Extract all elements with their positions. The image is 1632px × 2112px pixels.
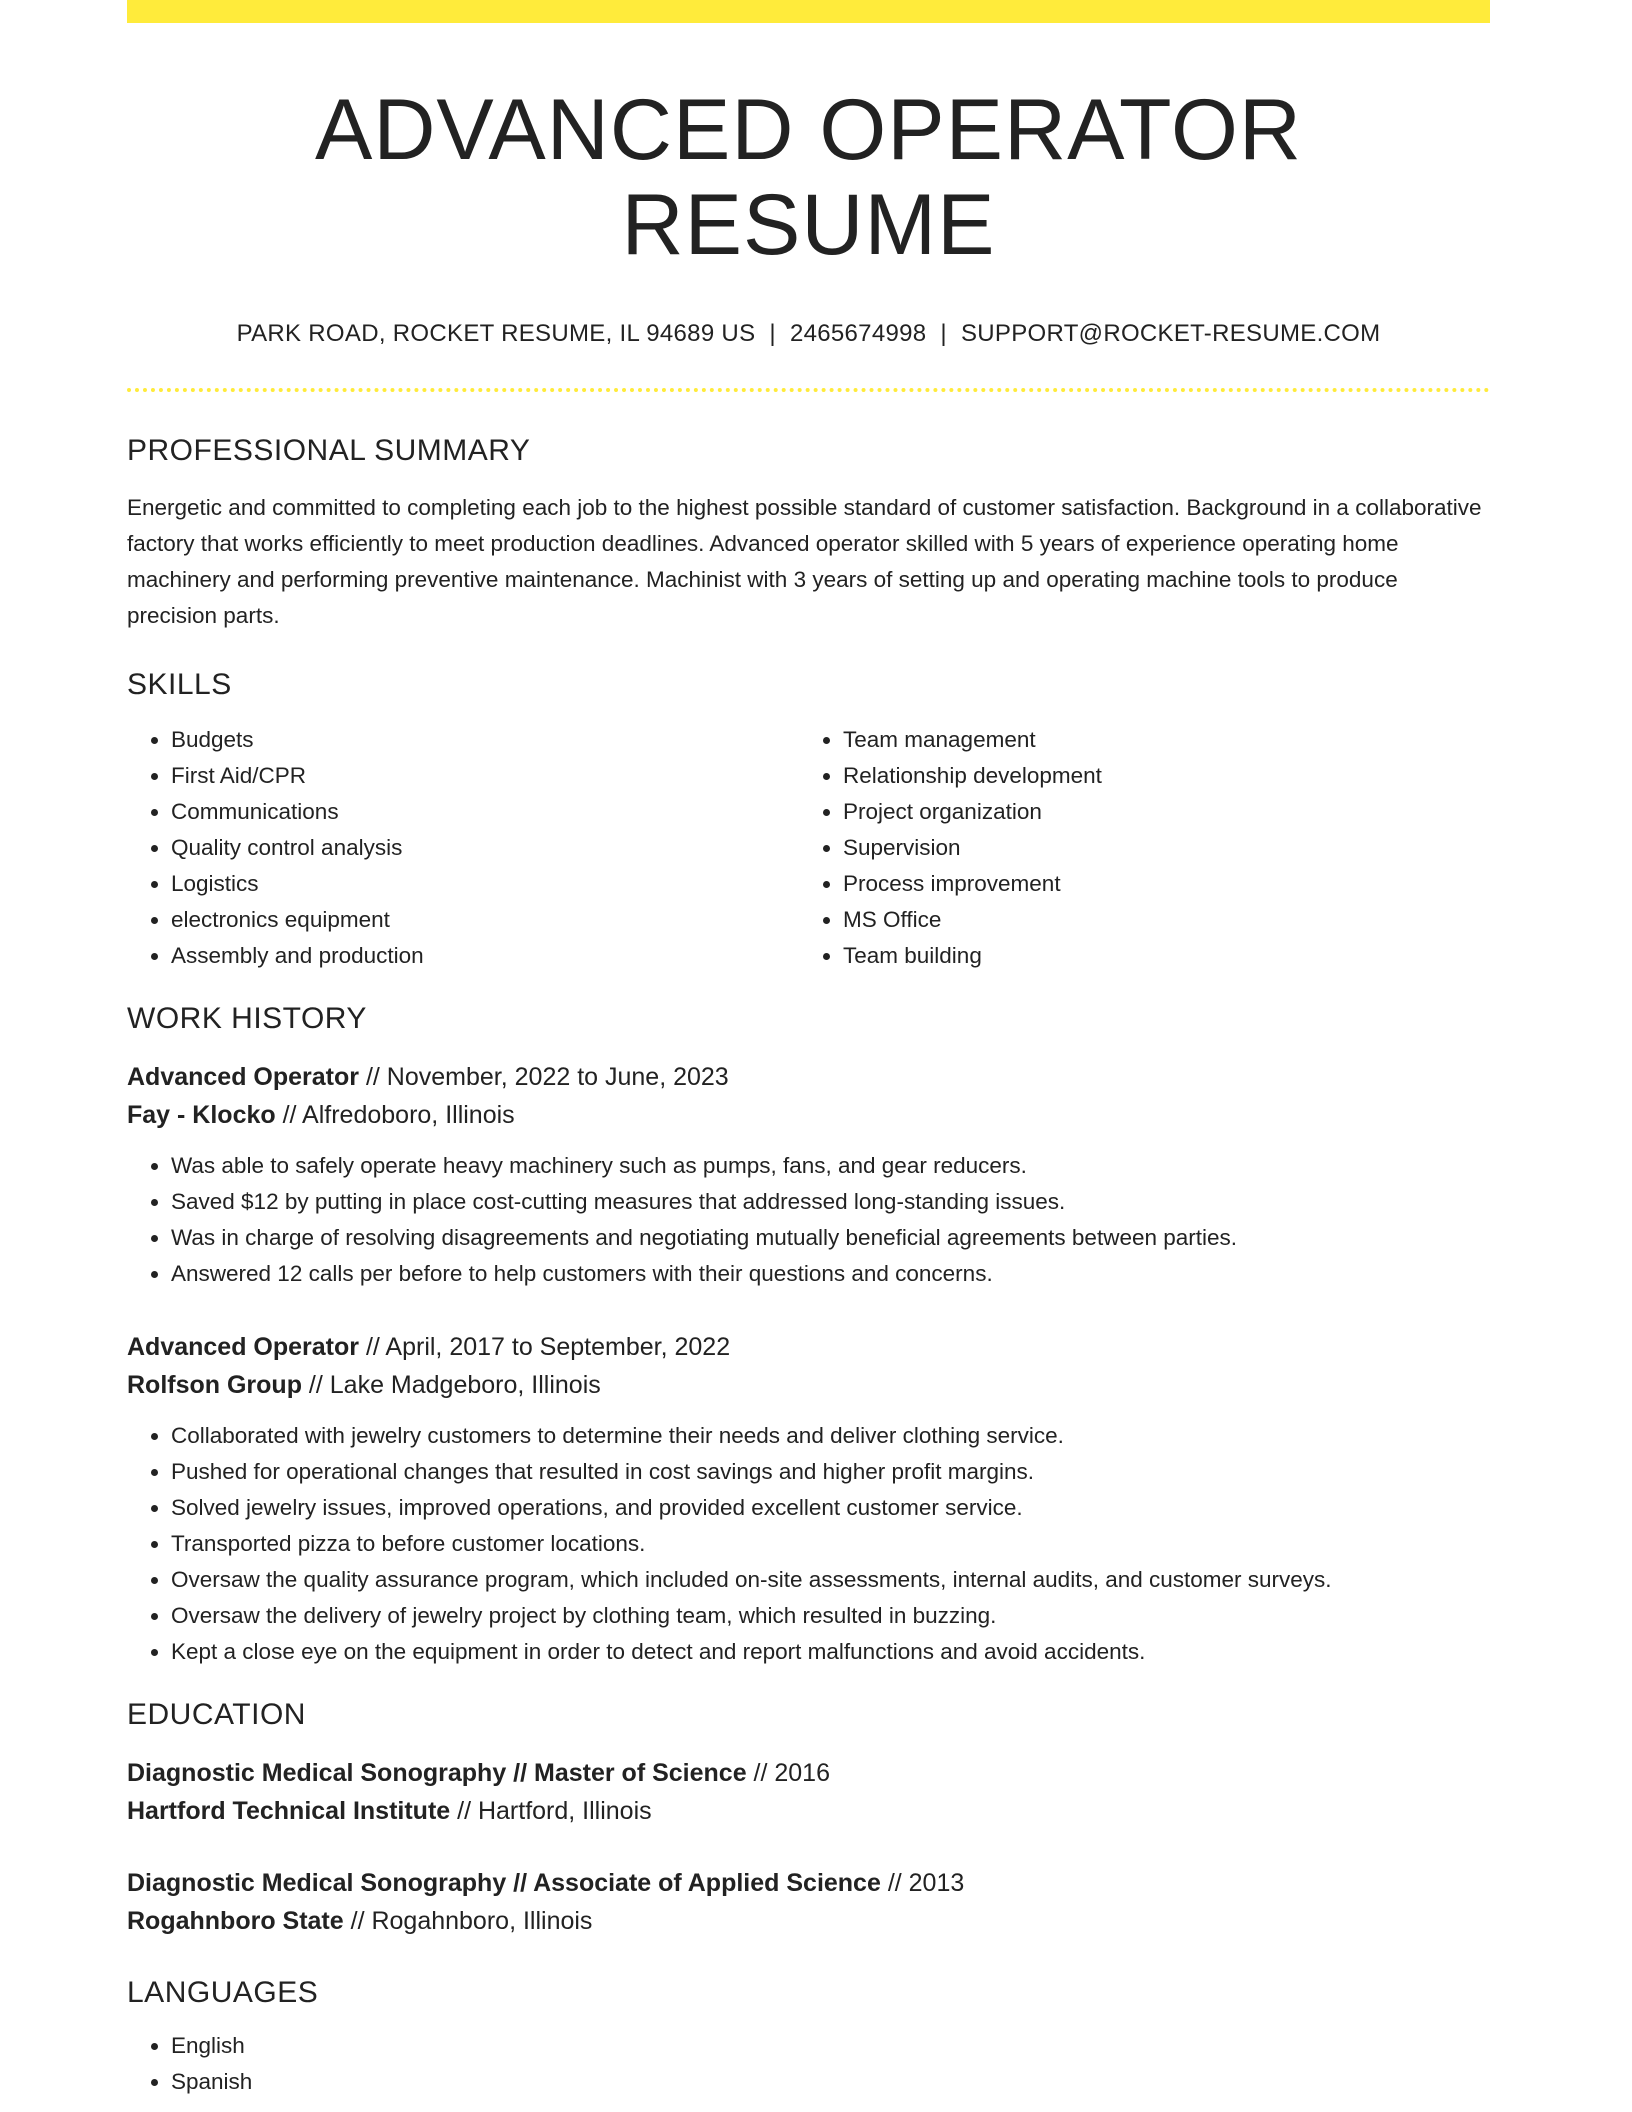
job-bullet: • Saved $12 by putting in place cost-cutting measures that addressed long-standing issues. xyxy=(171,1184,1490,1220)
accent-bar xyxy=(127,0,1490,23)
skill-item: • Communications xyxy=(171,794,799,830)
job-bullet: • Oversaw the delivery of jewelry project by clothing team, which resulted in buzzing. xyxy=(171,1598,1490,1634)
dotted-divider xyxy=(127,388,1490,392)
education-year: // 2013 xyxy=(880,1869,965,1898)
contact-line xyxy=(127,320,1490,348)
job-entry xyxy=(127,1058,1490,1292)
education-school-line xyxy=(127,1902,1490,1940)
skills-heading: SKILLS xyxy=(127,668,232,702)
job-company-line xyxy=(127,1096,1490,1134)
job-title-line xyxy=(127,1328,1490,1366)
resume-page xyxy=(127,0,1490,2100)
education-school: Hartford Technical Institute xyxy=(127,1797,451,1826)
job-bullet: • Was in charge of resolving disagreements and negotiating mutually beneficial agreements between parties. xyxy=(171,1220,1490,1256)
education-year: // 2016 xyxy=(746,1759,830,1788)
skill-item: • Supervision xyxy=(843,830,1471,866)
skill-item: • Process improvement xyxy=(843,866,1471,902)
skill-item: • Quality control analysis xyxy=(171,830,799,866)
contact-address: PARK ROAD, ROCKET RESUME, IL 94689 US xyxy=(236,320,756,348)
skill-item: • Team building xyxy=(843,938,1471,974)
contact-separator: | xyxy=(940,320,947,348)
job-dates: // November, 2022 to June, 2023 xyxy=(359,1063,729,1092)
education-school-line xyxy=(127,1792,1490,1830)
job-bullets xyxy=(127,1148,1490,1292)
education-degree-line xyxy=(127,1864,1490,1902)
job-company: Fay - Klocko xyxy=(127,1101,276,1130)
job-location: // Alfredoboro, Illinois xyxy=(275,1101,515,1130)
languages-list xyxy=(127,2028,1490,2100)
education-degree: Diagnostic Medical Sonography // Associate of Applied Science xyxy=(127,1869,881,1898)
job-bullet: • Kept a close eye on the equipment in order to detect and report malfunctions and avoid accidents. xyxy=(171,1634,1490,1670)
languages-heading: LANGUAGES xyxy=(127,1976,319,2010)
skill-item: • First Aid/CPR xyxy=(171,758,799,794)
skills-column-left xyxy=(127,722,799,974)
contact-phone: 2465674998 xyxy=(789,320,927,348)
job-company: Rolfson Group xyxy=(127,1371,302,1400)
job-bullet: • Collaborated with jewelry customers to determine their needs and deliver clothing service. xyxy=(171,1418,1490,1454)
language-item: • Spanish xyxy=(171,2064,1490,2100)
skill-item: • electronics equipment xyxy=(171,902,799,938)
skills-list xyxy=(127,722,1490,974)
skill-item: • Project organization xyxy=(843,794,1471,830)
job-position: Advanced Operator xyxy=(127,1063,360,1092)
job-bullet: • Transported pizza to before customer locations. xyxy=(171,1526,1490,1562)
skill-item: • Logistics xyxy=(171,866,799,902)
education-school: Rogahnboro State xyxy=(127,1907,344,1936)
job-bullets xyxy=(127,1418,1490,1670)
page-title: ADVANCED OPERATOR RESUME xyxy=(314,82,1303,273)
education-entry xyxy=(127,1754,1490,1830)
contact-email: SUPPORT@ROCKET-RESUME.COM xyxy=(960,320,1381,348)
skills-column-right xyxy=(799,722,1471,974)
job-location: // Lake Madgeboro, Illinois xyxy=(301,1371,601,1400)
education-location: // Hartford, Illinois xyxy=(450,1797,652,1826)
education-location: // Rogahnboro, Illinois xyxy=(343,1907,593,1936)
summary-heading: PROFESSIONAL SUMMARY xyxy=(127,434,531,468)
work-heading: WORK HISTORY xyxy=(127,1002,367,1036)
education-degree-line xyxy=(127,1754,1490,1792)
education-entry xyxy=(127,1864,1490,1940)
skill-item: • Budgets xyxy=(171,722,799,758)
skill-item: • Assembly and production xyxy=(171,938,799,974)
job-dates: // April, 2017 to September, 2022 xyxy=(359,1333,731,1362)
language-item: • English xyxy=(171,2028,1490,2064)
job-title-line xyxy=(127,1058,1490,1096)
skill-item: • Relationship development xyxy=(843,758,1471,794)
job-position: Advanced Operator xyxy=(127,1333,360,1362)
education-degree: Diagnostic Medical Sonography // Master of Science xyxy=(127,1759,747,1788)
job-bullet: • Solved jewelry issues, improved operations, and provided excellent customer service. xyxy=(171,1490,1490,1526)
job-bullet: • Pushed for operational changes that resulted in cost savings and higher profit margins. xyxy=(171,1454,1490,1490)
contact-separator: | xyxy=(769,320,776,348)
job-bullet: • Oversaw the quality assurance program, which included on-site assessments, internal audits, and customer surveys. xyxy=(171,1562,1490,1598)
job-bullet: • Was able to safely operate heavy machinery such as pumps, fans, and gear reducers. xyxy=(171,1148,1490,1184)
skill-item: • Team management xyxy=(843,722,1471,758)
job-company-line xyxy=(127,1366,1490,1404)
skill-item: • MS Office xyxy=(843,902,1471,938)
job-bullet: • Answered 12 calls per before to help customers with their questions and concerns. xyxy=(171,1256,1490,1292)
summary-text: Energetic and committed to completing each job to the highest possible standard of customer satisfaction. Background in a collaborative factory that works efficiently to meet production deadlines. Advanced operator skilled with 5 years of experience operating home machinery and performing preventive maintenance. Machinist with 3 years of setting up and operating machine tools to produce precision parts. xyxy=(127,495,1482,629)
job-entry xyxy=(127,1328,1490,1670)
education-heading: EDUCATION xyxy=(127,1698,306,1732)
